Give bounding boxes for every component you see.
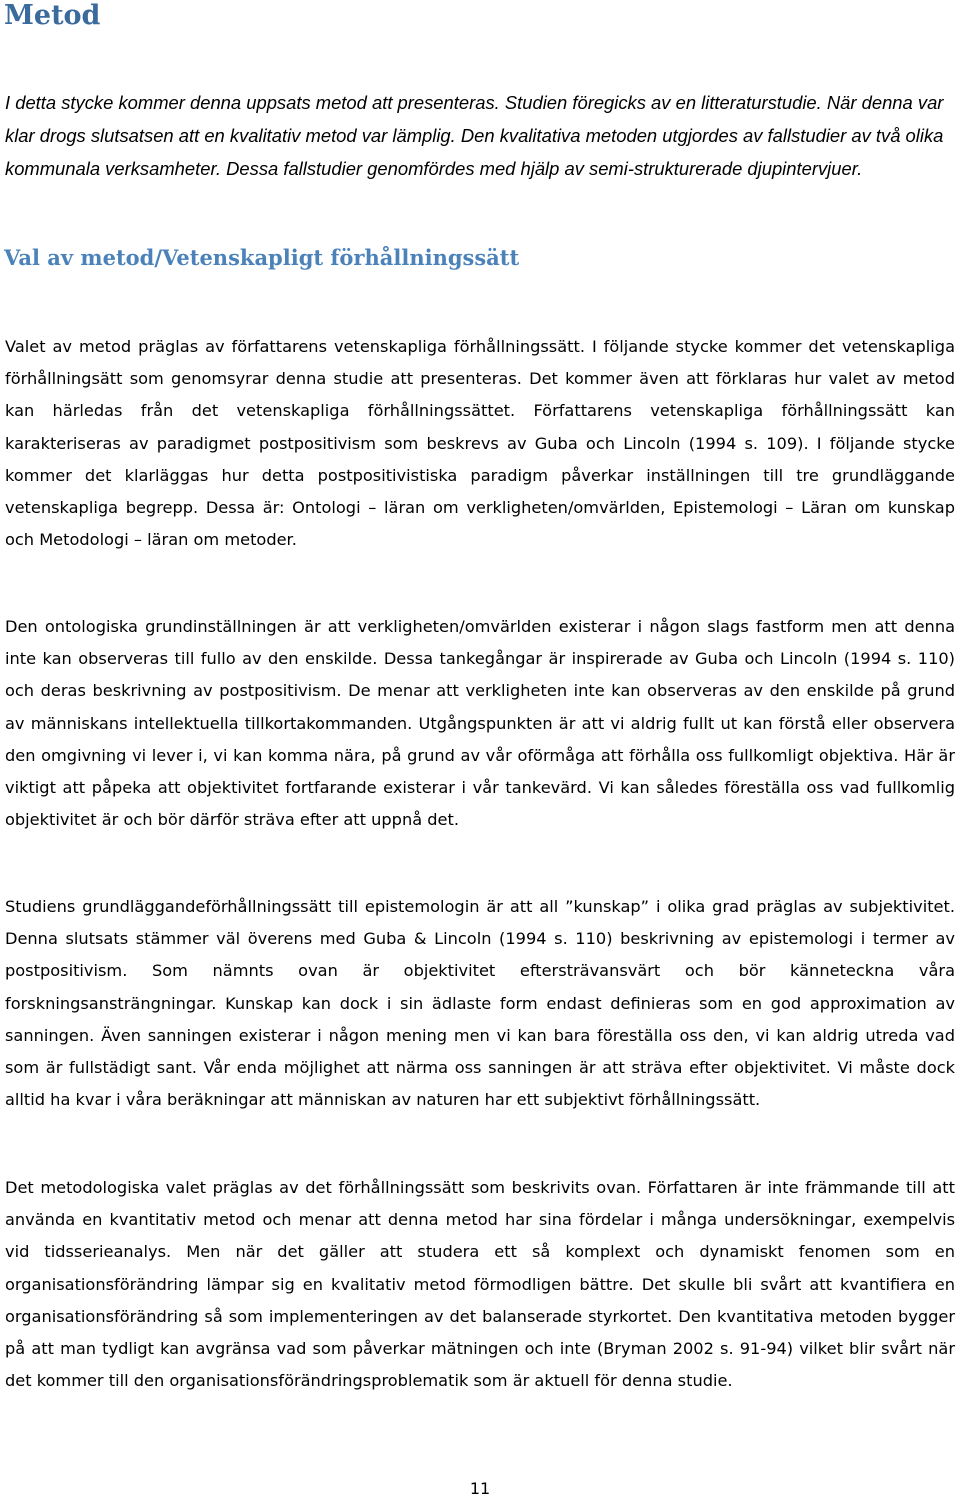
body-paragraph-1: Valet av metod präglas av författarens vetenskapliga förhållningssätt. I följande stycke kommer det vetenskapliga förhållningsätt som genomsyrar denna studie att presenteras. Det kommer även att förklaras hur valet av metod kan härledas från det vetenskapliga förhållningssättet. Författarens vetenskapliga förhållningssätt kan karakteriseras av paradigmet postpositivism som beskrevs av Guba och Lincoln (1994 s. 109). I följande stycke kommer det klarläggas hur detta postpositivistiska paradigm påverkar inställningen till tre grundläggande vetenskapliga begrepp. Dessa är: Ontologi – läran om verkligheten/omvärlden, Epistemologi – Läran om kunskap och Metodologi – läran om metoder. [5, 337, 955, 550]
body-paragraph-2: Den ontologiska grundinställningen är att verkligheten/omvärlden existerar i någon slags fastform men att denna inte kan observeras till fullo av den enskilde. Dessa tankegångar är inspirerade av Guba och Lincoln (1994 s. 110) och deras beskrivning av postpositivism. De menar att verkligheten inte kan observeras av den enskilde på grund av människans intellektuella tillkortakommanden. Utgångspunkten är att vi aldrig fullt ut kan förstå eller observera den omgivning vi lever i, vi kan komma nära, på grund av vår oförmåga att förhålla oss fullkomligt objektiva. Här är viktigt att påpeka att objektivitet fortfarande existerar i vår tankevärd. Vi kan således föreställa oss vad fullkomlig objektivitet är och bör därför sträva efter att uppnå det. [5, 617, 955, 830]
body-paragraph-3: Studiens grundläggandeförhållningssätt till epistemologin är att all ”kunskap” i olika grad präglas av subjektivitet. Denna slutsats stämmer väl överens med Guba & Lincoln (1994 s. 110) beskrivning av epistemologi i termer av postpositivism. Som nämnts ovan är objektivitet eftersträvansvärt och bör känneteckna våra forskningsansträngningar. Kunskap kan dock i sin ädlaste form endast definieras som en god approximation av sanningen. Även sanningen existerar i någon mening men vi kan bara föreställa oss den, vi kan aldrig utreda vad som är fullstädigt sant. Vår enda möjlighet att närma oss sanningen är att sträva efter objektivitet. Vi måste dock alltid ha kvar i våra beräkningar att människan av naturen har ett subjektivt förhållningssätt. [5, 897, 955, 1110]
page-title: Metod [4, 0, 101, 31]
page-number: 11 [469, 1479, 491, 1498]
intro-paragraph: I detta stycke kommer denna uppsats metod att presenteras. Studien föregicks av en litteraturstudie. När denna var klar drogs slutsatsen att en kvalitativ metod var lämplig. Den kvalitativa metoden utgjordes av fallstudier av två olika kommunala verksamheter. Dessa fallstudier genomfördes med hjälp av semi-strukturerade djupintervjuer. [5, 92, 944, 180]
body-paragraph-4: Det metodologiska valet präglas av det förhållningssätt som beskrivits ovan. Författaren är inte främmande till att använda en kvantitativ metod och menar att denna metod har sina fördelar i många undersökningar, exempelvis vid tidsserieanalys. Men när det gäller att studera ett så komplext och dynamiskt fenomen som en organisationsförändring lämpar sig en kvalitativ metod förmodligen bättre. Det skulle bli svårt att kvantifiera en organisationsförändring så som implementeringen av det balanserade styrkortet. Den kvantitativa metoden bygger på att man tydligt kan avgränsa vad som påverkar mätningen och inte (Bryman 2002 s. 91-94) vilket blir svårt när det kommer till den organisationsförändringsproblematik som är aktuell för denna studie. [5, 1178, 955, 1391]
section-heading: Val av metod/Vetenskapligt förhållningssätt [4, 245, 520, 270]
